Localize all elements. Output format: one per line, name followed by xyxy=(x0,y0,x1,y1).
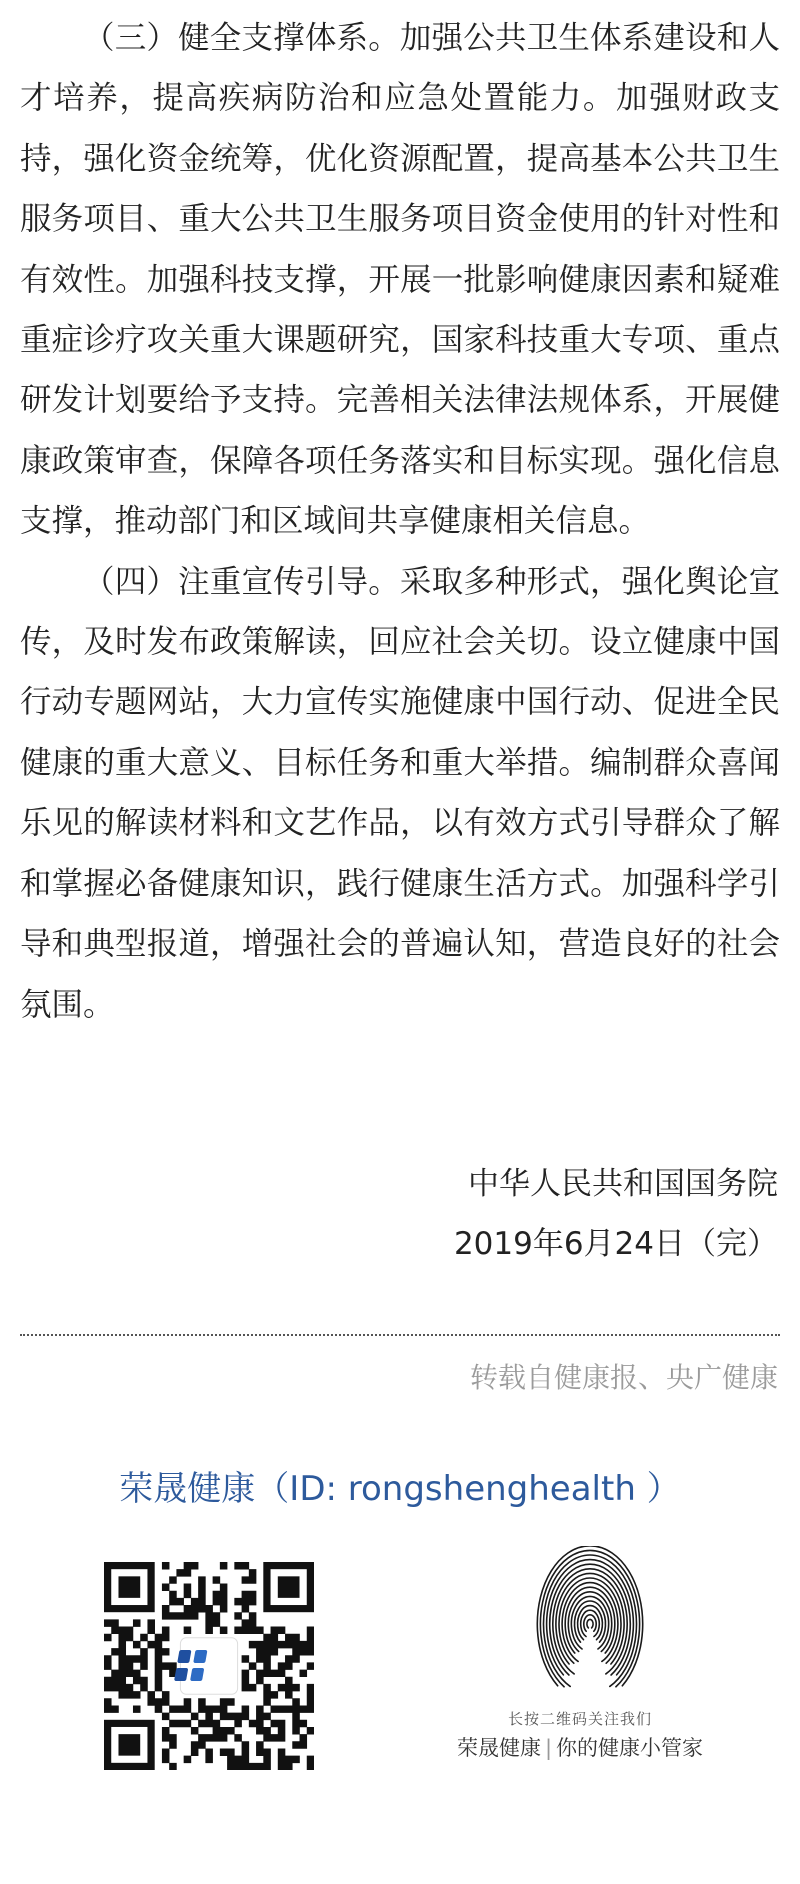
slogan-brand: 荣晟健康 xyxy=(456,1736,541,1760)
slogan-separator: | xyxy=(544,1736,553,1760)
brand-account-id: 荣晟健康（ID: rongshenghealth ） xyxy=(119,1469,681,1509)
scan-hint-text: 长按二维码关注我们 xyxy=(507,1710,652,1728)
brand-slogan xyxy=(440,1732,720,1764)
paragraph-support-system: （三）健全支撑体系。加强公共卫生体系建设和人才培养，提高疾病防治和应急处置能力。加强财政支持，强化资金统筹，优化资源配置，提高基本公共卫生服务项目、重大公共卫生服务项目资金使用的针对性和有效性。加强科技支撑，开展一批影响健康因素和疑难重症诊疗攻关重大课题研究，国家科技重大专项、重点研发计划要给予支持。完善相关法律法规体系，开展健康政策审查，保障各项任务落实和目标实现。强化信息支撑，推动部门和区域间共享健康相关信息。 xyxy=(20,20,780,540)
qr-code-icon[interactable] xyxy=(104,1562,314,1770)
fingerprint-icon[interactable] xyxy=(534,1546,646,1714)
source-note: 转载自健康报、央广健康 xyxy=(469,1361,778,1394)
paragraph-publicity: （四）注重宣传引导。采取多种形式，强化舆论宣传，及时发布政策解读，回应社会关切。设立健康中国行动专题网站，大力宣传实施健康中国行动、促进全民健康的重大意义、目标任务和重大举措。编制群众喜闻乐见的解读材料和文艺作品，以有效方式引导群众了解和掌握必备健康知识，践行健康生活方式。加强科学引导和典型报道，增强社会的普遍认知，营造良好的社会氛围。 xyxy=(20,563,780,1023)
signature-block xyxy=(454,1154,778,1274)
dotted-divider xyxy=(20,1334,780,1336)
issue-date: 2019年6月24日（完） xyxy=(453,1226,778,1262)
slogan-text: 你的健康小管家 xyxy=(556,1736,704,1760)
issuer-name: 中华人民共和国国务院 xyxy=(468,1166,778,1202)
article-body xyxy=(20,8,780,1035)
